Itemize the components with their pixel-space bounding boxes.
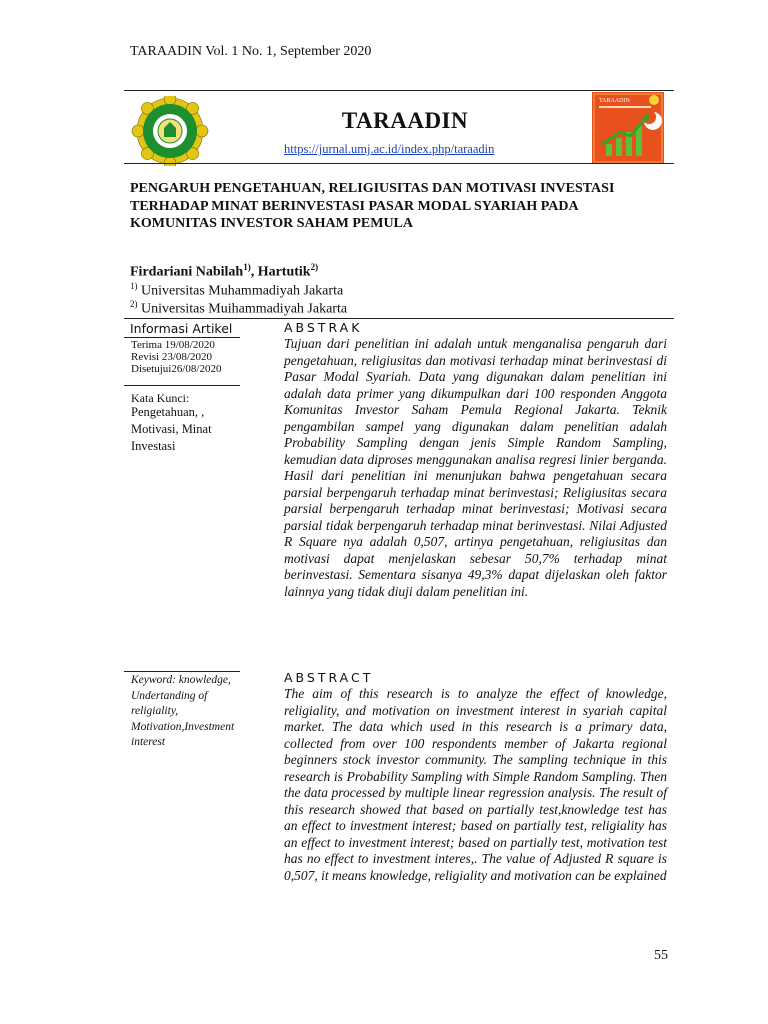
affiliation-1-text: Universitas Muhammadiyah Jakarta	[141, 283, 344, 299]
keyword-block: Keyword: knowledge, Undertanding of religiality, Motivation,Investment interest	[131, 674, 235, 748]
journal-cover-thumbnail	[592, 92, 664, 164]
page-number: 55	[654, 948, 668, 963]
journal-name: TARAADIN	[341, 108, 469, 133]
abstract-body: The aim of this research is to analyze the effect of knowledge, religiality, and motivation on investment interest in syariah capital market. The data which used in this research is a primary data, collected from over 100 respondents member of Jakarta regional beginners stock investor community. The sampling technique in this research is Probability Sampling with Simple Random Sampling. Then the data processed by multiple linear regression analysis. The result of this research showed that based on partially test,knowledge test has an effect to investment interest; based on partially test, religiality has an effect to investment interest; based on partially test, motivation test has no effect to investment interes,. The value of Adjusted R square is 0,507, it means knowledge, religiality and motivation can be explained	[284, 686, 667, 883]
accepted-date: Disetujui26/08/2020	[131, 363, 222, 375]
abstrak-heading: ABSTRAK	[284, 320, 363, 335]
affiliation-1-marker: 1)	[130, 281, 138, 291]
revised-date: Revisi 23/08/2020	[131, 351, 212, 363]
affiliation-2-marker: 2)	[130, 299, 138, 309]
article-dates	[131, 339, 221, 375]
author-2-marker: 2)	[310, 262, 319, 272]
author-line	[130, 262, 318, 281]
kata-kunci-label: Kata Kunci:	[131, 391, 190, 405]
running-head: TARAADIN Vol. 1 No. 1, September 2020	[130, 44, 372, 59]
info-rule-dates	[124, 337, 240, 338]
author-1-marker: 1)	[243, 262, 251, 272]
received-date: Terima 19/08/2020	[131, 339, 215, 351]
university-seal-logo	[122, 96, 218, 166]
abstrak-body: Tujuan dari penelitian ini adalah untuk menganalisa pengaruh dari pengetahuan, religiusitas dan motivasi terhadap minat berinvestasi di Pasar Modal Syariah. Data yang digunakan dalam penelitian ini adalah data primer yang dikumpulkan dari 100 responden Anggota Komunitas Investor Saham Pemula Regional Jakarta. Teknik pengambilan sampel yang digunakan dalam penelitian adalah Probability Sampling dengan jenis Simple Random Sampling, kemudian data diproses menggunakan analisa regresi linier berganda. Hasil dari penelitian ini menunjukan bahwa pengetahuan secara parsial berpengaruh terhadap minat berinvestasi; Religiusitas secara parsial berpengaruh terhadap minat berinvestasi; Motivasi secara parsial tidak berpengaruh terhadap minat berinvestasi. Nilai Adjusted R Square nya adalah 0,507, artinya pengetahuan, religiusitas dan motivasi dapat menjelaskan sebesar 50,7% terhadap minat berinvestasi. Sementara sisanya 49,3% dapat dijelaskan oleh faktor lainnya yang tidak diuji dalam penelitian ini.	[284, 336, 667, 599]
info-rule	[124, 318, 674, 319]
abstract-heading: ABSTRACT	[284, 670, 374, 685]
author-1: Firdariani Nabilah	[130, 264, 244, 280]
article-title: PENGARUH PENGETAHUAN, RELIGIUSITAS DAN MOTIVASI INVESTASI TERHADAP MINAT BERINVESTASI PASAR MODAL SYARIAH PADA KOMUNITAS INVESTOR SAHAM PEMULA	[130, 181, 615, 231]
header-rule-top	[124, 90, 674, 91]
author-2: Hartutik	[257, 264, 311, 280]
keyword-rule	[124, 671, 240, 672]
article-info-heading: Informasi Artikel	[130, 321, 233, 336]
header-rule-bottom	[124, 163, 674, 164]
author-separator: ,	[250, 264, 258, 280]
affiliation-1	[130, 281, 343, 300]
cover-title: TARAADIN	[599, 98, 630, 104]
affiliation-2	[130, 299, 347, 318]
kata-kunci-terms: Pengetahuan, , Motivasi, Minat Investasi	[131, 405, 212, 453]
affiliation-2-text: Universitas Muihammadiyah Jakarta	[141, 301, 348, 317]
info-rule-keywords	[124, 385, 240, 386]
journal-url-link[interactable]: https://jurnal.umj.ac.id/index.php/taraadin	[284, 142, 495, 156]
